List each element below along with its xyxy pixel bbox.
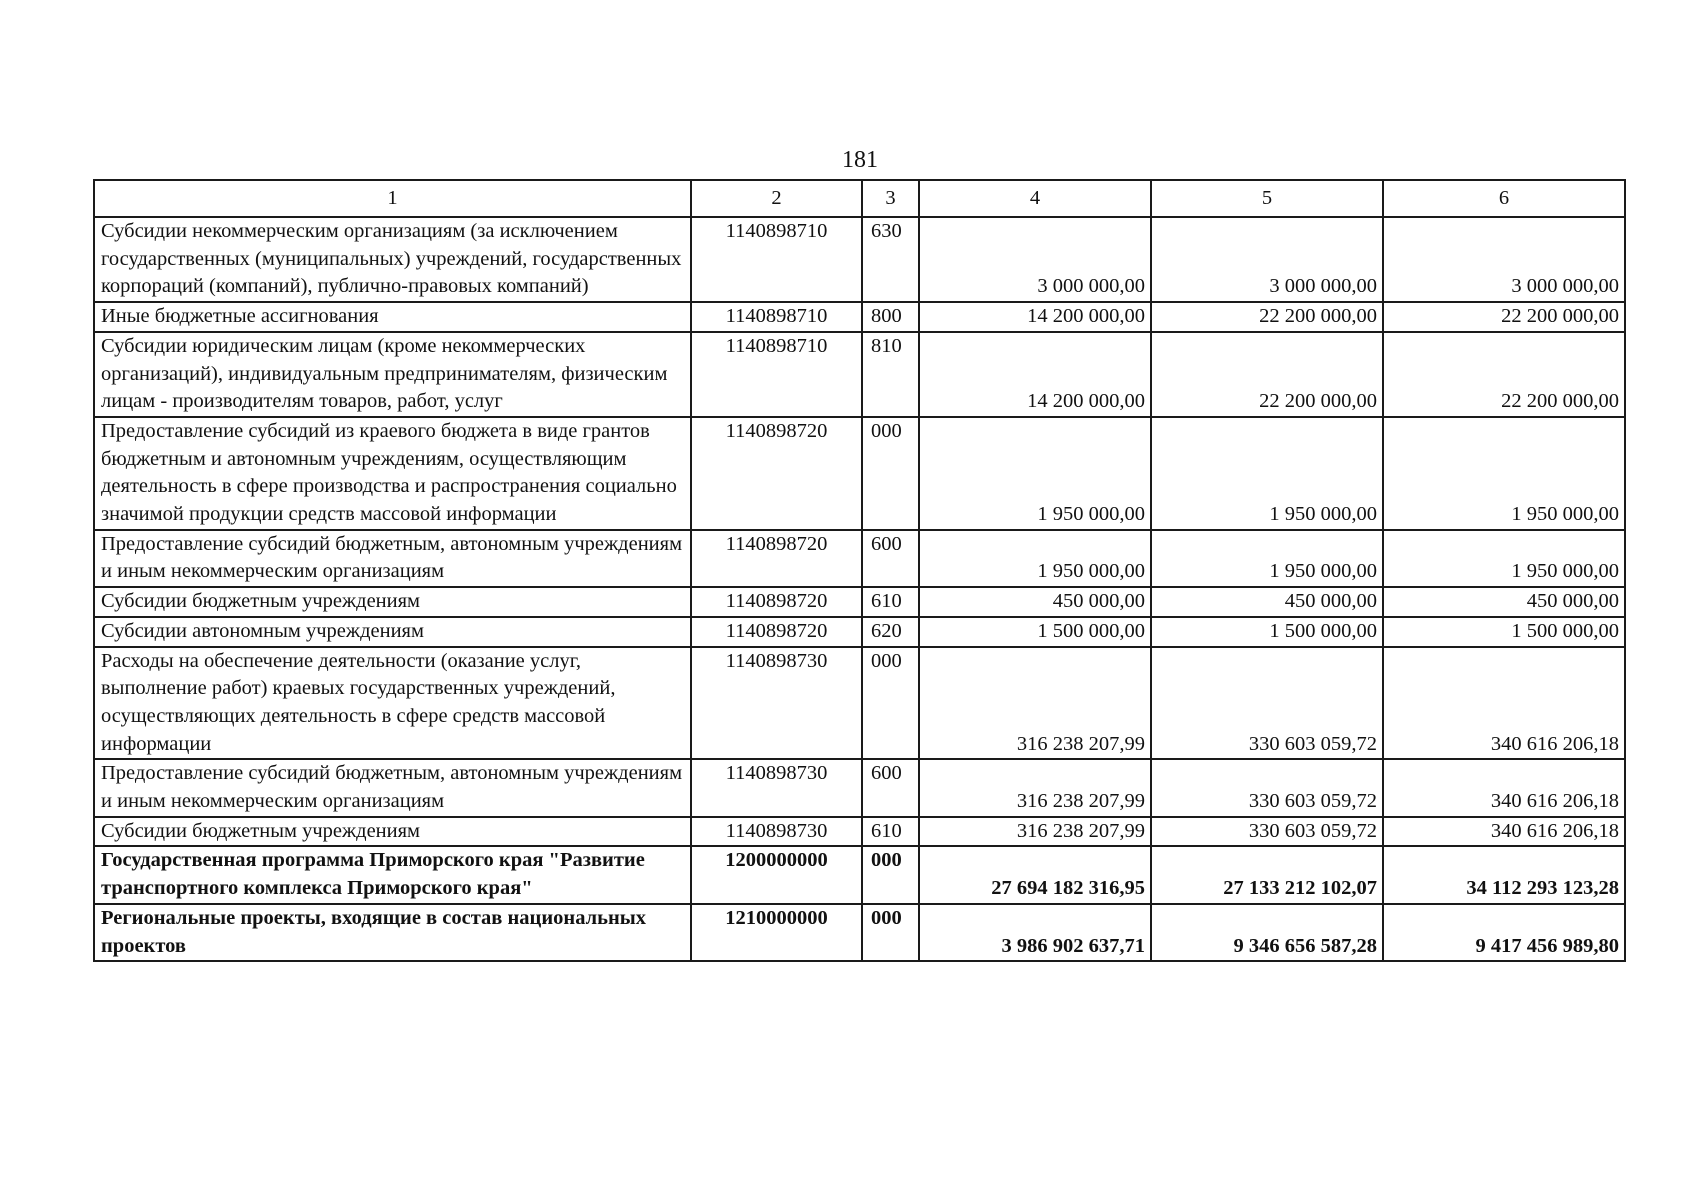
row-value-col4: 450 000,00: [919, 587, 1151, 617]
row-name: Региональные проекты, входящие в состав национальных проектов: [94, 904, 691, 961]
row-expense-type: 610: [862, 817, 919, 847]
row-expense-type: 810: [862, 332, 919, 417]
row-value-col6: 340 616 206,18: [1383, 759, 1625, 816]
row-name: Иные бюджетные ассигнования: [94, 302, 691, 332]
row-value-col5: 22 200 000,00: [1151, 302, 1383, 332]
row-value-col5: 1 500 000,00: [1151, 617, 1383, 647]
row-name: Предоставление субсидий бюджетным, автономным учреждениям и иным некоммерческим организациям: [94, 530, 691, 587]
page-number: 181: [842, 147, 878, 173]
row-code: 1200000000: [691, 846, 862, 903]
row-code: 1210000000: [691, 904, 862, 961]
row-value-col5: 330 603 059,72: [1151, 759, 1383, 816]
row-code: 1140898720: [691, 587, 862, 617]
column-header: 3: [862, 180, 919, 217]
row-value-col4: 1 500 000,00: [919, 617, 1151, 647]
row-name: Предоставление субсидий из краевого бюджета в виде грантов бюджетным и автономным учреждениям, осуществляющим деятельность в сфере производства и распространения социально значимой продукции средств массовой информации: [94, 417, 691, 530]
row-code: 1140898720: [691, 530, 862, 587]
table-row: [94, 759, 1625, 816]
table-row: [94, 302, 1625, 332]
table-row: [94, 530, 1625, 587]
table-row: [94, 904, 1625, 961]
table-row: [94, 332, 1625, 417]
row-name: Субсидии бюджетным учреждениям: [94, 817, 691, 847]
row-value-col4: 3 000 000,00: [919, 217, 1151, 302]
row-code: 1140898710: [691, 217, 862, 302]
row-value-col5: 27 133 212 102,07: [1151, 846, 1383, 903]
row-value-col5: 450 000,00: [1151, 587, 1383, 617]
column-header: 4: [919, 180, 1151, 217]
table-row: [94, 617, 1625, 647]
row-code: 1140898710: [691, 302, 862, 332]
column-header: 6: [1383, 180, 1625, 217]
row-expense-type: 000: [862, 417, 919, 530]
table-row: [94, 587, 1625, 617]
row-name: Расходы на обеспечение деятельности (оказание услуг, выполнение работ) краевых государственных учреждений, осуществляющих деятельность в сфере средств массовой информации: [94, 647, 691, 760]
row-value-col4: 1 950 000,00: [919, 530, 1151, 587]
row-expense-type: 600: [862, 759, 919, 816]
row-value-col6: 340 616 206,18: [1383, 647, 1625, 760]
row-code: 1140898730: [691, 759, 862, 816]
row-value-col4: 27 694 182 316,95: [919, 846, 1151, 903]
row-value-col6: 9 417 456 989,80: [1383, 904, 1625, 961]
row-value-col6: 3 000 000,00: [1383, 217, 1625, 302]
row-value-col6: 34 112 293 123,28: [1383, 846, 1625, 903]
table-row: [94, 817, 1625, 847]
row-expense-type: 000: [862, 904, 919, 961]
table-row: [94, 417, 1625, 530]
row-code: 1140898720: [691, 417, 862, 530]
row-expense-type: 610: [862, 587, 919, 617]
table-row: [94, 217, 1625, 302]
row-name: Субсидии бюджетным учреждениям: [94, 587, 691, 617]
row-code: 1140898730: [691, 817, 862, 847]
row-expense-type: 800: [862, 302, 919, 332]
row-value-col4: 1 950 000,00: [919, 417, 1151, 530]
column-header: 5: [1151, 180, 1383, 217]
row-code: 1140898720: [691, 617, 862, 647]
row-expense-type: 620: [862, 617, 919, 647]
row-value-col4: 316 238 207,99: [919, 817, 1151, 847]
row-value-col5: 330 603 059,72: [1151, 647, 1383, 760]
row-value-col5: 3 000 000,00: [1151, 217, 1383, 302]
row-name: Государственная программа Приморского края "Развитие транспортного комплекса Приморского края": [94, 846, 691, 903]
row-value-col5: 1 950 000,00: [1151, 417, 1383, 530]
row-expense-type: 000: [862, 846, 919, 903]
row-value-col6: 450 000,00: [1383, 587, 1625, 617]
row-value-col4: 316 238 207,99: [919, 759, 1151, 816]
row-name: Субсидии юридическим лицам (кроме некоммерческих организаций), индивидуальным предпринимателям, физическим лицам - производителям товаров, работ, услуг: [94, 332, 691, 417]
row-expense-type: 000: [862, 647, 919, 760]
row-value-col5: 1 950 000,00: [1151, 530, 1383, 587]
row-value-col6: 1 950 000,00: [1383, 530, 1625, 587]
row-value-col5: 22 200 000,00: [1151, 332, 1383, 417]
row-value-col4: 14 200 000,00: [919, 332, 1151, 417]
table-row: [94, 846, 1625, 903]
row-value-col5: 9 346 656 587,28: [1151, 904, 1383, 961]
row-name: Субсидии автономным учреждениям: [94, 617, 691, 647]
header-row: [94, 180, 1625, 217]
row-value-col6: 340 616 206,18: [1383, 817, 1625, 847]
row-code: 1140898710: [691, 332, 862, 417]
row-expense-type: 600: [862, 530, 919, 587]
row-value-col6: 22 200 000,00: [1383, 302, 1625, 332]
column-header: 1: [94, 180, 691, 217]
budget-table: [93, 179, 1626, 962]
table-row: [94, 647, 1625, 760]
row-value-col4: 316 238 207,99: [919, 647, 1151, 760]
row-name: Предоставление субсидий бюджетным, автономным учреждениям и иным некоммерческим организациям: [94, 759, 691, 816]
row-value-col6: 1 950 000,00: [1383, 417, 1625, 530]
column-header: 2: [691, 180, 862, 217]
row-value-col6: 22 200 000,00: [1383, 332, 1625, 417]
row-name: Субсидии некоммерческим организациям (за исключением государственных (муниципальных) учреждений, государственных корпораций (компаний), публично-правовых компаний): [94, 217, 691, 302]
row-expense-type: 630: [862, 217, 919, 302]
row-code: 1140898730: [691, 647, 862, 760]
row-value-col4: 14 200 000,00: [919, 302, 1151, 332]
row-value-col5: 330 603 059,72: [1151, 817, 1383, 847]
row-value-col4: 3 986 902 637,71: [919, 904, 1151, 961]
row-value-col6: 1 500 000,00: [1383, 617, 1625, 647]
